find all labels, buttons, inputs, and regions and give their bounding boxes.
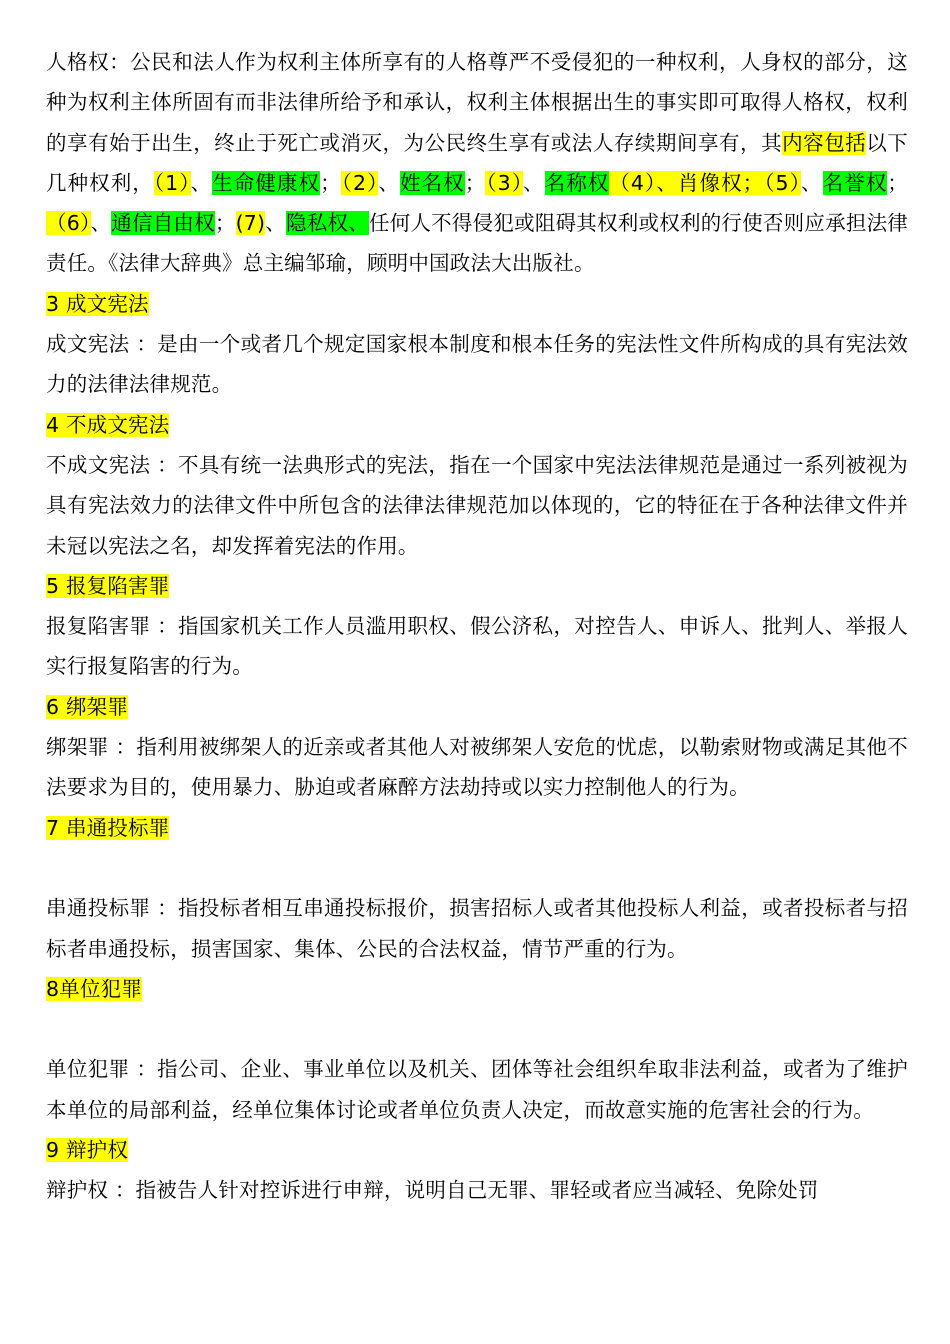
highlight-yellow: （3） xyxy=(485,170,524,195)
section-body-bid-rigging-crime: 串通投标罪 ：指投标者相互串通投标报价，损害招标人或者其他投标人利益，或者投标者与招标者串通投标，损害国家、集体、公民的合法权益，情节严重的行为。 xyxy=(46,896,908,961)
highlight-yellow: （6） xyxy=(46,211,91,236)
highlight-green: 通信自由权 xyxy=(111,211,215,236)
text-run: 人格权：公民和法人作为权利主体所享有的人格尊严不受侵犯的一种权利，人身权的部分，这种为权利主体所固有而非法律所给予和承认，权利主体根据出生的事实即可取得人格权，权利的享有始于出生，终止于死亡或消灭，为公民终生享有或法人存续期间享有，其 xyxy=(46,50,908,155)
text-run: ； xyxy=(887,170,908,195)
section-body-unwritten-constitution: 不成文宪法 ：不具有统一法典形式的宪法，指在一个国家中宪法法律规范是通过一系列被视为具有宪法效力的法律文件中所包含的法律法律规范加以体现的，它的特征在于各种法律文件并未冠以宪法之名，却发挥着宪法的作用。 xyxy=(46,452,908,558)
text-run: 、 xyxy=(800,170,823,195)
highlight-green: 名称权 xyxy=(544,170,610,195)
section-heading-retaliation-crime xyxy=(46,566,908,606)
text-run: 、 xyxy=(190,170,213,195)
section-heading-kidnapping-crime xyxy=(46,687,908,727)
highlight-green: 姓名权 xyxy=(399,170,465,195)
heading-highlight: 4 不成文宪法 xyxy=(46,412,170,437)
text-run: 、 xyxy=(378,170,400,195)
section-heading-unwritten-constitution xyxy=(46,405,908,445)
paragraph-personality-rights xyxy=(46,42,908,284)
section-body-unit-crime: 单位犯罪 ：指公司、企业、事业单位以及机关、团体等社会组织牟取非法利益，或者为了维护本单位的局部利益，经单位集体讨论或者单位负责人决定，而故意实施的危害社会的行为。 xyxy=(46,1057,908,1122)
section-heading-written-constitution xyxy=(46,284,908,324)
blank-line xyxy=(46,1009,908,1049)
heading-highlight: 7 串通投标罪 xyxy=(46,815,170,840)
heading-highlight: 3 成文宪法 xyxy=(46,291,149,316)
highlight-yellow: （5） xyxy=(763,170,801,195)
heading-highlight: 6 绑架罪 xyxy=(46,694,129,719)
section-body-kidnapping-crime: 绑架罪 ：指利用被绑架人的近亲或者其他人对被绑架人安危的忧虑，以勒索财物或满足其他不法要求为目的，使用暴力、胁迫或者麻醉方法劫持或以实力控制他人的行为。 xyxy=(46,735,908,800)
highlight-yellow: 内容包括 xyxy=(782,130,867,155)
section-body-retaliation-crime: 报复陷害罪 ：指国家机关工作人员滥用职权、假公济私，对控告人、申诉人、批判人、举报人实行报复陷害的行为。 xyxy=(46,614,908,679)
text-run: 以下几种权利， xyxy=(46,130,908,195)
highlight-yellow: (7) xyxy=(235,211,266,236)
heading-highlight: 5 报复陷害罪 xyxy=(46,573,170,598)
highlight-green: 隐私权、 xyxy=(286,211,369,236)
highlight-yellow: （2） xyxy=(340,170,379,195)
section-heading-bid-rigging-crime xyxy=(46,808,908,848)
text-run: 任何人不得侵犯或阻碍其权利或权利的行使否则应承担法律责任。《法律大辞典》总主编邹瑜，顾明中国政法大出版社。 xyxy=(46,211,908,276)
section-heading-unit-crime xyxy=(46,969,908,1009)
highlight-yellow: （4）、肖像权； xyxy=(609,170,764,195)
section-body-right-of-defense: 辩护权 ：指被告人针对控诉进行申辩，说明自己无罪、罪轻或者应当减轻、免除处罚 xyxy=(46,1178,819,1203)
text-run: 、 xyxy=(523,170,545,195)
text-run: ； xyxy=(214,211,236,236)
highlight-yellow: （1） xyxy=(153,170,191,195)
heading-highlight: 8单位犯罪 xyxy=(46,976,143,1001)
heading-highlight: 9 辩护权 xyxy=(46,1138,129,1163)
section-body-written-constitution: 成文宪法 ：是由一个或者几个规定国家根本制度和根本任务的宪法性文件所构成的具有宪法效力的法律法律规范。 xyxy=(46,332,908,397)
section-heading-right-of-defense xyxy=(46,1130,908,1170)
document-page xyxy=(46,42,908,1211)
text-run: ； xyxy=(464,170,486,195)
highlight-green: 名誉权 xyxy=(822,170,888,195)
text-run: 、 xyxy=(265,211,287,236)
blank-line xyxy=(46,848,908,888)
text-run: ； xyxy=(320,170,341,195)
text-run: 、 xyxy=(90,211,112,236)
highlight-green: 生命健康权 xyxy=(212,170,321,195)
